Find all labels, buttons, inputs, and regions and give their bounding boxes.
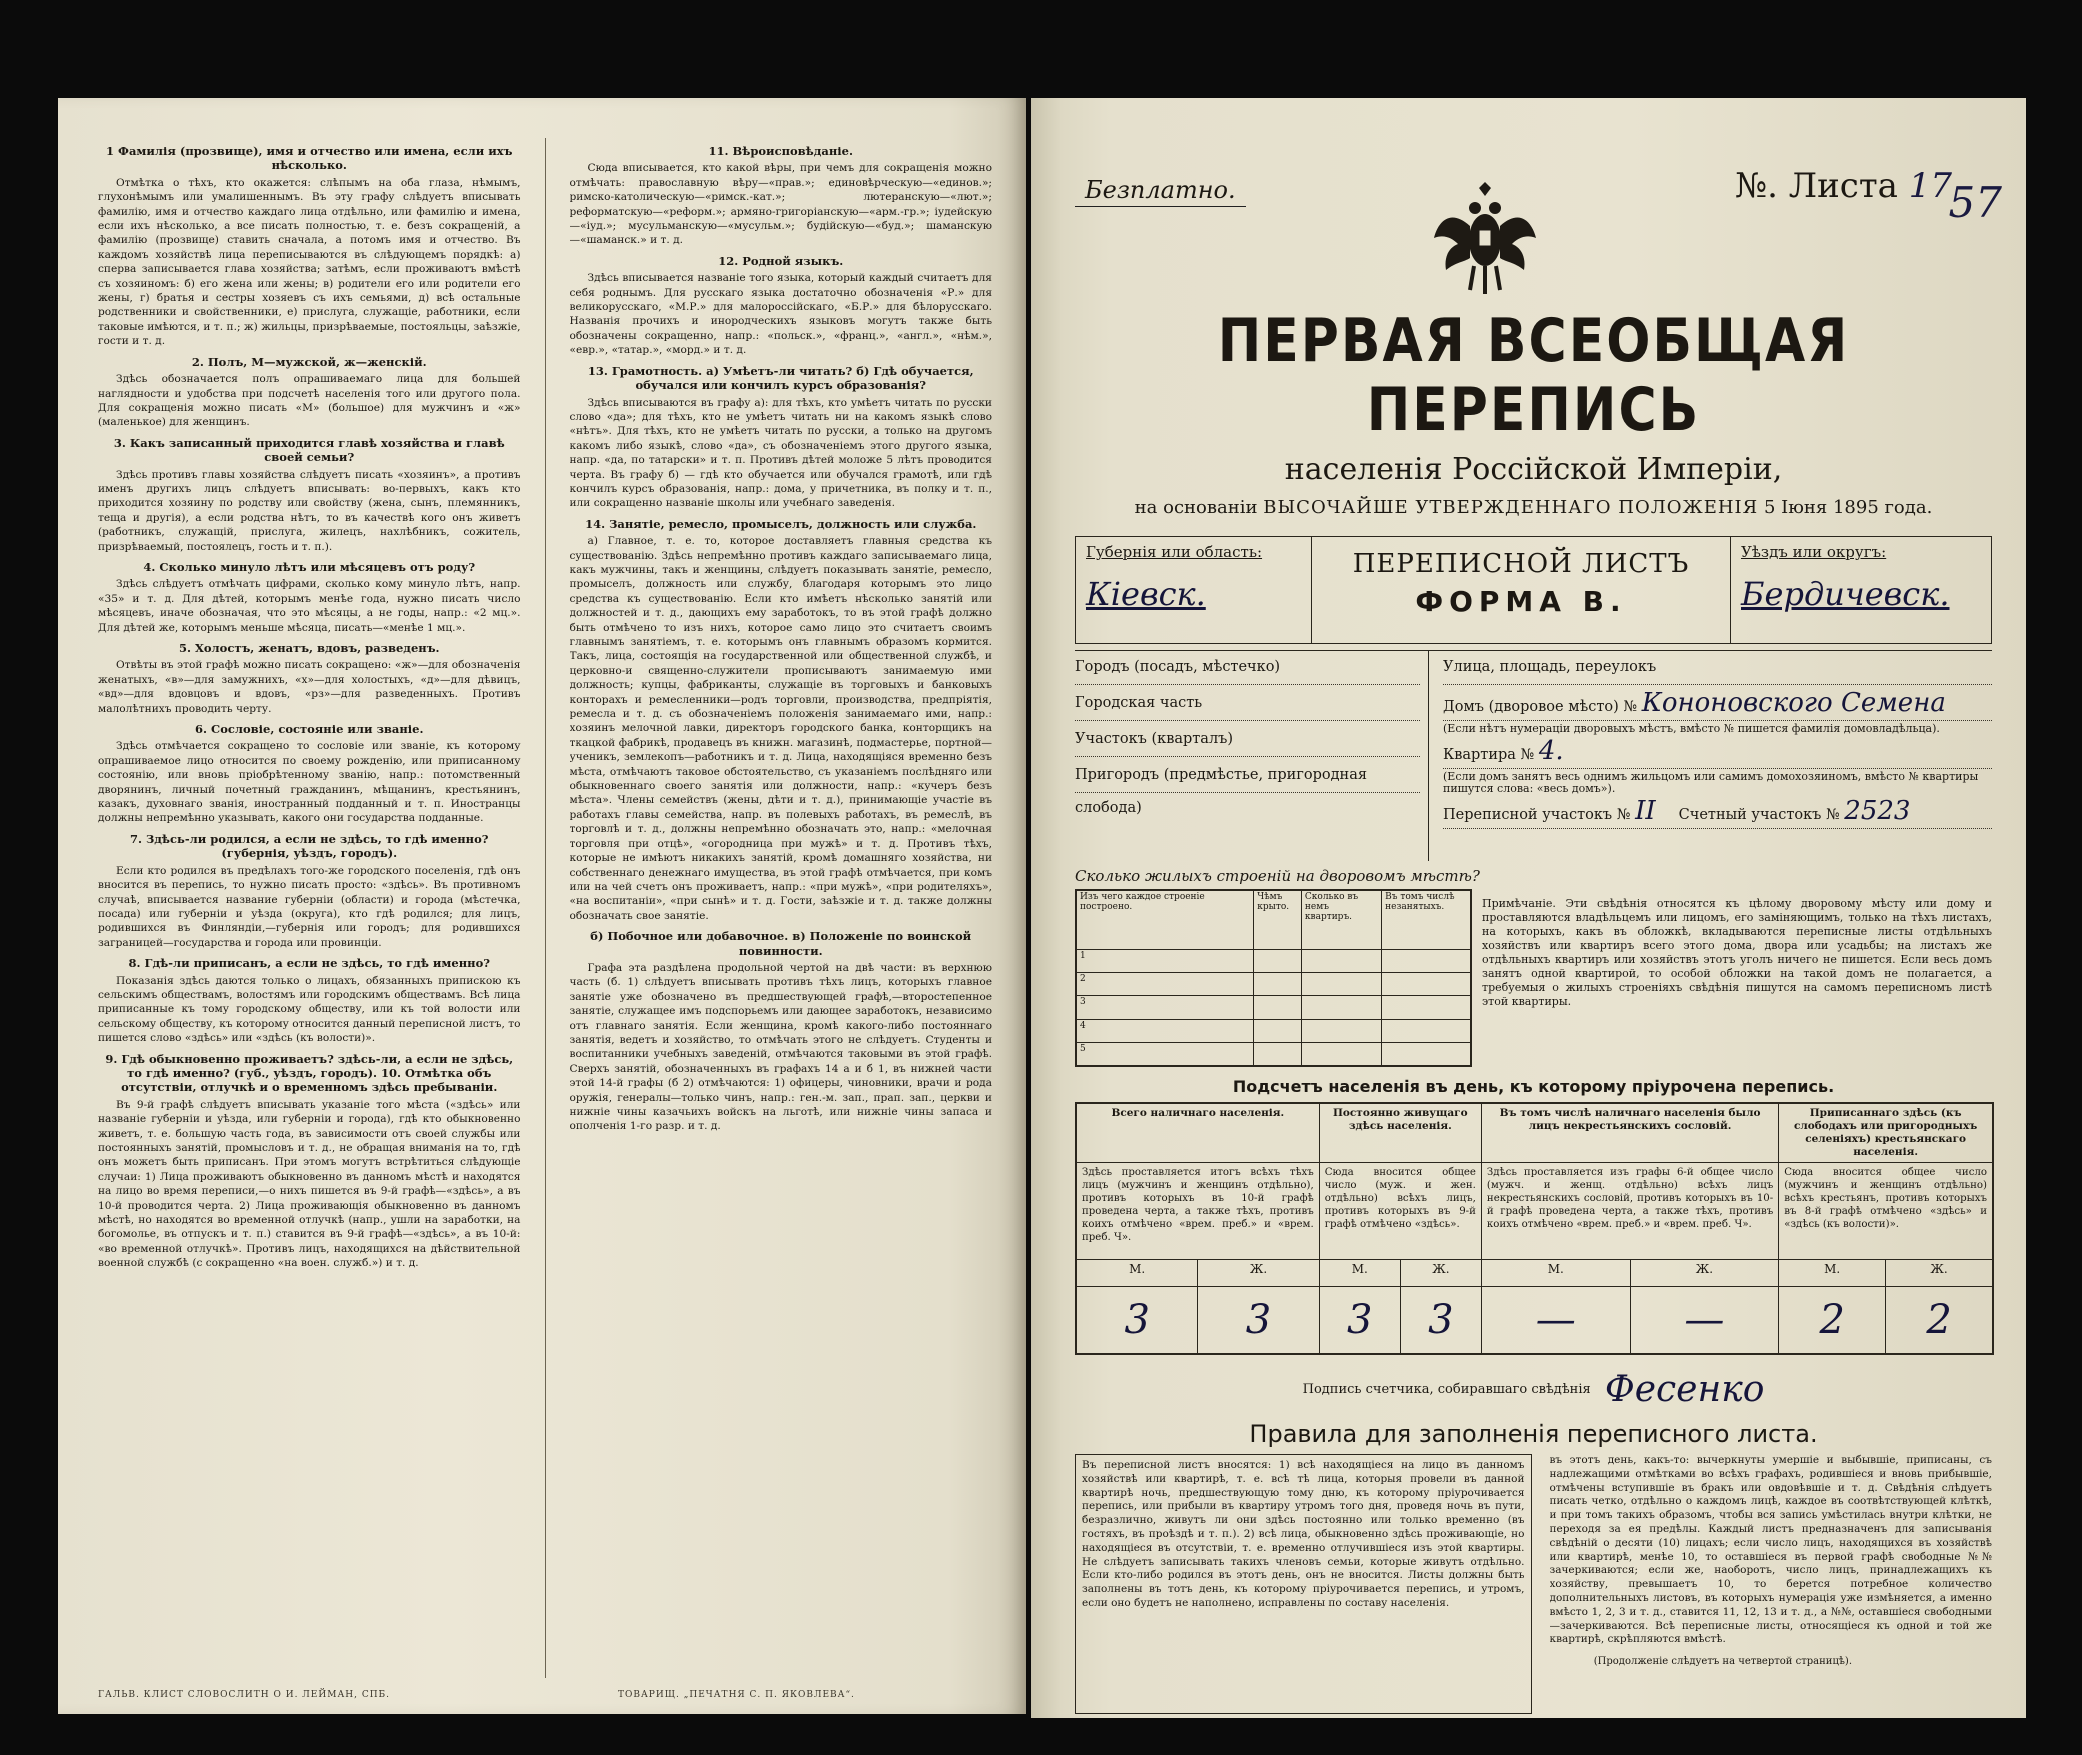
yard-section (1075, 889, 1992, 1067)
count-value: 3 (1077, 1287, 1198, 1354)
double-headed-eagle-icon (1430, 178, 1540, 298)
table-header: Чѣмъ крыто. (1254, 891, 1302, 950)
rules-right-column (1550, 1454, 1993, 1714)
population-values-row (1077, 1287, 1993, 1354)
section-text: Здѣсь отмѣчается сокращено то сословіе или званіе, къ которому опрашиваемое лицо относится по своему рожденію, или приписанному состоянію, или вновь пріобрѣтенному званію, напр.: потомственный дворянинъ, личный почетный гражданинъ, мѣщанинъ, крестьянинъ, казакъ, духовнаго званія, иностранный подданный и т. п. Иностранцы должны непремѣнно указывать, какого они государства подданные. (98, 740, 521, 825)
province-cell (1076, 537, 1312, 643)
section-title: 14. Занятіе, ремесло, промыселъ, должность или служба. (585, 516, 977, 531)
rules-right-text: въ этотъ день, какъ-то: вычеркнуты умершіе и выбывшіе, приписаны, съ надлежащими отмѣтками во всѣхъ графахъ, родившіеся и вновь прибывшіе, отмѣчены вступившіе въ бракъ или овдовѣвшіе и т. д. Свѣдѣнія слѣдуетъ писать четко, отдѣльно о каждомъ лицѣ, каждое въ соотвѣтствующей клѣткѣ, и при томъ такихъ образомъ, чтобы вся запись умѣстилась внутри клѣтки, не переходя за ея предѣлы. Каждый листъ предназначенъ для записыванія свѣдѣній о десяти (10) лицахъ; если число лицъ, находящихся въ хозяйствѣ или квартирѣ, менѣе 10, то оставшіеся въ первой графѣ свободные №№ зачеркиваются; если же, наоборотъ, число лицъ, принадлежащихъ къ хозяйству, превышаетъ 10, то берется потребное количество дополнительныхъ листовъ, въ которыхъ нумерація уже измѣняется, а именно вмѣсто 1, 2, 3 и т. д., ставится 11, 12, 13 и т. д., а №№, оставшіеся свободными—зачеркиваются. Всѣ переписные листы, относящіеся къ одной и той же квартирѣ, скрѣпляются вмѣстѣ. (1549, 1454, 1992, 1646)
apartment-value: 4. (1538, 736, 1564, 766)
count-value: 2 (1886, 1287, 1993, 1354)
section-title: 6. Сословіе, состояніе или званіе. (195, 722, 424, 737)
population-header-row (1077, 1104, 1993, 1163)
section-text: Здѣсь обозначается полъ опрашиваемаго лица для большей наглядности и удобства при подсчетѣ населенія того или другого пола. Для сокращенія можно писать «М» (большое) для мужчинъ и «ж» (маленькое) для женщинъ. (98, 373, 521, 429)
basis-line (1075, 497, 1992, 518)
table-row (1077, 949, 1471, 972)
count-value: 3 (1400, 1287, 1481, 1354)
signature-line (1075, 1369, 1992, 1410)
census-district-value: II (1635, 796, 1656, 826)
sex-label: Ж. (1400, 1260, 1481, 1287)
printer-imprint-left: ГАЛЬВ. КЛИСТ СЛОВОСЛИТН О И. ЛЕЙМАН, СПБ. (98, 1690, 391, 1700)
section-title: 3. Какъ записанный приходится главѣ хозяйства и главѣ своей семьи? (113, 435, 505, 465)
subtitle: населенія Россійской Имперіи, (1284, 452, 1783, 487)
section-text: Здѣсь вписываются въ графу а): для тѣхъ, кто умѣетъ читать по русски слово «да»; для тѣхъ, кто не умѣетъ читать ни на какомъ языкѣ слово «нѣтъ». Для тѣхъ, кто не умѣетъ читать по русски, а только на другомъ какомъ либо языкѣ, слово «да», съ обозначеніемъ этого другого языка, напр. «да, по татарски» и т. п. Противъ дѣтей моложе 5 лѣтъ проводится черта. Въ графу б) — гдѣ кто обучается или обучался грамотѣ, или гдѣ кончилъ курсъ образованія, напр.: дома, у причетника, въ полку и т. п., или сокращенно названіе школы или учебнаго заведенія. (569, 396, 992, 510)
house-value: Кононовского Семена (1641, 688, 1946, 718)
sex-label: М. (1779, 1260, 1886, 1287)
section-title: 8. Гдѣ-ли приписанъ, а если не здѣсь, то гдѣ именно? (128, 956, 490, 971)
form-code: ФОРМА В. (1415, 585, 1627, 618)
section-title: 7. Здѣсь-ли родился, а если не здѣсь, то гдѣ именно? (губернія, уѣздъ, городъ). (129, 831, 489, 861)
basis-date: 5 Іюня 1895 года. (1763, 497, 1933, 518)
sex-label: М. (1319, 1260, 1400, 1287)
note-text: Примѣчаніе. Эти свѣдѣнія относятся къ цѣлому дворовому мѣсту или дому и проставляются владѣльцемъ или лицомъ, его заміняющимъ, только на тѣхъ листахъ, на которыхъ, какъ въ обложкѣ, вкладываются переписные листы отдѣльныхъ хозяйствъ или квартиръ всего этого дома, двора или усадьбы; на листахъ же отдѣльныхъ квартиръ или хозяйствъ этотъ уголъ ничего не пишется. Если весь домъ занятъ одной квартирой, то особой обложки на такой домъ не полагается, а требуемыя о жилыхъ строеніяхъ свѣдѣнія пишутся на самомъ переписномъ листѣ этой квартиры. (1482, 897, 1992, 1008)
column-divider (545, 138, 546, 1678)
yard-question: Сколько жилыхъ строеній на дворовомъ мѣстѣ? (1075, 867, 1480, 885)
form-header-box (1075, 536, 1992, 644)
table-header: Всего наличнаго населенія. (1077, 1104, 1320, 1163)
table-header: Приписаннаго здѣсь (къ слободахъ или пригородныхъ селеніяхъ) крестьянскаго населенія. (1779, 1104, 1993, 1163)
counting-district-label: Счетный участокъ № (1678, 807, 1840, 823)
signature-label: Подпись счетчика, собиравшаго свѣдѣнія (1302, 1382, 1591, 1397)
section-text: Показанія здѣсь даются только о лицахъ, обязанныхъ припискою къ сельскимъ обществамъ, волостямъ или городскимъ обществамъ. Всѣ лица приписанные къ тому городскому обществу, или къ той волости или сельскому обществу, къ которому относится данный переписной листъ, то пишется слово «здѣсь» или «здѣсь (къ волости)». (98, 974, 521, 1045)
form-title: ПЕРЕПИСНОЙ ЛИСТЪ (1352, 549, 1690, 579)
house-note: (Если нѣтъ нумераціи дворовыхъ мѣстъ, вмѣсто № пишется фамилія домовладѣльца). (1443, 722, 1940, 735)
section-title: 12. Родной языкъ. (718, 253, 844, 268)
row-number: 3 (1077, 996, 1254, 1019)
sheet-number-handwritten: 17 (1908, 166, 1952, 206)
street-label: Улица, площадь, переулокъ (1443, 651, 1992, 685)
rules-left-column: Въ переписной листъ вносятся: 1) всѣ находящіеся на лицо въ данномъ хозяйствѣ или квартирѣ, т. е. всѣ тѣ лица, которыя провели въ данной квартирѣ ночь, предшествующую тому дню, къ которому пріурочивается перепись, или прибыли въ квартиру утромъ того дня, проведя ночь въ пути, безразлично, живутъ ли они здѣсь постоянно или только временно (въ гостяхъ, въ проѣздѣ и т. п.). 2) всѣ лица, обыкновенно здѣсь проживающіе, но находящіеся въ отсутствіи, т. е. временно отлучившіеся изъ этой квартиры. Не слѣдуетъ записывать такихъ членовъ семьи, которые живутъ отдѣльно. Если кто-либо родился въ этотъ день, онъ не вносится. Листы должны быть заполнены въ тотъ день, къ которому пріурочивается перепись, и утромъ, если оно будетъ не наполнено, исправлены по составу населенія. (1075, 1454, 1532, 1714)
section-title: 2. Полъ, М—мужской, ж—женскій. (191, 354, 427, 369)
left-page-columns (98, 138, 992, 1678)
section-text: Здѣсь вписывается названіе того языка, который каждый считаетъ для себя роднымъ. Для русскаго языка достаточно обозначенія «Р.» для великорусскаго, «М.Р.» для малороссійскаго, «Б.Р.» для бѣлорусскаго. Названія прочихъ и инородческихъ языковъ могутъ также быть обозначены сокращенно, напр.: «польск.», «франц.», «англ.», «нѣм.», «евр.», «татар.», «морд.» и т. д. (569, 272, 992, 357)
province-value: Кіевск. (1086, 575, 1206, 613)
count-value: 3 (1319, 1287, 1400, 1354)
section-text: Графа эта раздѣлена продольной чертой на двѣ части: въ верхнюю часть (б. 1) слѣдуетъ вписывать противъ тѣхъ лицъ, которыхъ главное занятіе уже обозначено въ предшествующей графѣ,—второстепенное занятіе, служащее имъ подспорьемъ или дающее заработокъ, независимо отъ главнаго занятія. Если женщина, кромѣ какого-либо постояннаго занятія, ведетъ и хозяйство, то отмѣчать этого не слѣдуетъ. Студенты и воспитанники учебныхъ заведеній, отмѣчаются таковыми въ этой графѣ. Сверхъ занятій, обозначенныхъ въ графахъ 14 а и б 1, въ нижней части этой 14-й графы (б 2) отмѣчаются: 1) офицеры, чиновники, врачи и рода оружія, генералы—только чинъ, напр.: ген.-м. зап., прап. зап., церкви и нижніе чины казачьихъ войскъ на льготѣ, или нижніе чины запаса и ополченія 1-го разр. и т. д. (569, 961, 992, 1133)
address-line: Городская часть (1075, 687, 1420, 721)
population-table (1075, 1102, 1994, 1355)
buildings-table (1075, 889, 1472, 1067)
population-title: Подсчетъ населенія въ день, къ которому пріурочена перепись. (1232, 1077, 1835, 1096)
corner-number-handwritten: 57 (1948, 178, 2002, 227)
row-number: 4 (1077, 1019, 1254, 1042)
left-column-1 (98, 138, 521, 1678)
free-label: Безплатно. (1075, 176, 1246, 207)
table-cell: Здѣсь проставляется итогъ всѣхъ тѣхъ лицъ (мужчинъ и женщинъ отдѣльно), противъ которыхъ въ 10-й графѣ проведена черта, а также тѣхъ, противъ коихъ отмѣчено «врем. преб.» и «врем. преб. Ч». (1077, 1163, 1320, 1260)
apartment-label: Квартира № (1443, 747, 1535, 763)
row-number: 1 (1077, 949, 1254, 972)
printer-imprint-right: ТОВАРИЩ. „ПЕЧАТНЯ С. П. ЯКОВЛЕВА“. (618, 1690, 855, 1700)
row-number: 2 (1077, 973, 1254, 996)
population-description-row (1077, 1163, 1993, 1260)
count-value: — (1630, 1287, 1779, 1354)
section-text: Если кто родился въ предѣлахъ того-же городского поселенія, гдѣ онъ вносится въ перепись, то нужно писать просто: «здѣсь». Въ противномъ случаѣ, вписывается название губерніи (области) и города (мѣстечка, посада) или губерніи и уѣзда (округа), кто гдѣ родился; для лицъ, родившихся въ Финляндіи,—губернія или городъ; для родившихся заграницей—государства и города или провинціи. (98, 864, 521, 949)
sex-label: М. (1481, 1260, 1630, 1287)
table-header: Сколько въ немъ квартиръ. (1301, 891, 1381, 950)
sex-label: М. (1077, 1260, 1198, 1287)
continued-note: (Продолженіе слѣдуетъ на четвертой страницѣ). (1593, 1656, 1852, 1668)
table-header: Въ томъ числѣ незанятыхъ. (1382, 891, 1471, 950)
rules-title: Правила для заполненія переписного листа. (1249, 1420, 1818, 1448)
table-cell: Здѣсь проставляется изъ графы 6-й общее число (мужч. и женщ. отдѣльно) всѣхъ лицъ некрестьянскихъ сословій, противъ которыхъ въ 10-й графѣ проведена черта, а также тѣхъ, противъ коихъ отмѣчено «врем. преб.» и «врем. преб. Ч». (1481, 1163, 1778, 1260)
address-left (1075, 651, 1429, 861)
house-line (1443, 687, 1992, 721)
form-title-cell (1312, 537, 1731, 643)
district-value: Бердичевск. (1741, 575, 1950, 613)
section-text: Отмѣтка о тѣхъ, кто окажется: слѣпымъ на оба глаза, нѣмымъ, глухонѣмымъ или умалишеннымъ. Въ эту графу слѣдуетъ вписывать фамилію, имя и отчество каждаго лица отдѣльно, или фамилію и имена, если ихъ нѣсколько, а все писать полностью, т. е. безъ сокращеній, а фамилію (прозвище) ставить сначала, а потомъ имя и отчество. Въ каждомъ хозяйствѣ лица переписываются въ слѣдующемъ порядкѣ: а) сперва записывается глава хозяйства; затѣмъ, если проживаютъ вмѣстѣ съ хозяиномъ: б) его жена или жены; в) родители его или родители его жены, г) братья и сестры хозяевъ съ ихъ семьями, д) всѣ остальные родственники и свойственники, е) прислуга, служащіе, работники, если таковые имѣются, и т. п.; ж) жильцы, призрѣваемые, постояльцы, заѣзжіе, гости и т. д. (98, 176, 521, 348)
census-district-line (1443, 795, 1992, 829)
counting-district-value: 2523 (1844, 796, 1911, 826)
buildings-table-header (1077, 891, 1471, 950)
table-cell: Сюда вносится общее число (муж. и жен. отдѣльно) всѣхъ лицъ, противъ которыхъ въ 9-й графѣ отмѣчено «здѣсь». (1319, 1163, 1481, 1260)
sex-label: Ж. (1630, 1260, 1779, 1287)
table-row (1077, 1019, 1471, 1042)
section-title: 11. Вѣроисповѣданіе. (708, 144, 853, 158)
section-title: б) Побочное или добавочное. в) Положеніе по воинской повинности. (590, 929, 972, 958)
sex-label: Ж. (1886, 1260, 1993, 1287)
main-title: ПЕРВАЯ ВСЕОБЩАЯ ПЕРЕПИСЬ (1217, 307, 1850, 445)
table-row (1077, 996, 1471, 1019)
basis-caps: ВЫСОЧАЙШЕ УТВЕРЖДЕННАГО ПОЛОЖЕНІЯ (1263, 497, 1759, 518)
count-value: 3 (1198, 1287, 1319, 1354)
section-text: а) Главное, т. е. то, которое доставляетъ главныя средства къ существованію. Здѣсь непремѣнно противъ каждаго записываемаго лица, какъ мужчины, такъ и женщины, слѣдуетъ показывать занятіе, ремесло, промыселъ, должность или службу, благодаря которымъ это лицо средства къ существованію. Если кто имѣетъ нѣсколько занятій или должностей и т. д., дающихъ ему заработокъ, то въ этой графѣ должно быть отмѣчено то изъ нихъ, которое само лицо это считаетъ своимъ главнымъ занятіемъ, т. е. которымъ онъ главнымъ образомъ кормится. Такъ, лица, состоящія на государственной или общественной службѣ, и церковно-и священно-служители прописываютъ занимаемую ими должность; купцы, фабриканты, служащіе въ торговыхъ и банковыхъ конторахъ и ремесленники—родъ торговли, производства, предпріятія, ремесла и т. д. съ обозначеніемъ положенія занимаемаго ими, напр.: хозяинъ мелочной лавки, директоръ городского банка, конторщикъ на ткацкой фабрикѣ, продавецъ въ книжн. магазинѣ, подмастерье, портной—ученикъ, землекопъ—работникъ и т. д. Лица, находящіяся временно безъ мѣста, отмѣчаютъ таковое обстоятельство, съ указаніемъ послѣдняго или обыкновеннаго своего занятія или должности, напр.: «кучеръ безъ мѣста». Члены семействъ (жены, дѣти и т. д.), принимающіе участіе въ работахъ главы семейства, напр. въ полевыхъ работахъ, въ ремеслѣ, въ торговлѣ и т. д., должны непремѣнно обозначать это, напр.: «мелочная торговля при отцѣ», «огородница при мужѣ» и т. д. Противъ тѣхъ, которые не имѣютъ никакихъ занятій, кромѣ домашняго хозяйства, ни собственнаго денежнаго имущества, въ этой графѣ отмѣчается, при комъ или на чей счетъ онъ проживаетъ, напр.: «при мужѣ», «при родителяхъ», «на воспитаніи», «при сынѣ» и т. д. Гости, заѣзжіе и т. д. также должны обозначать свое занятіе. (569, 535, 992, 922)
section-title: 9. Гдѣ обыкновенно проживаетъ? здѣсь-ли, а если не здѣсь, то гдѣ именно? (губ., уѣздъ, городъ). 10. Отмѣтка объ отсутствіи, отлучкѣ и о временномъ здѣсь пребываніи. (105, 1051, 514, 1095)
apartment-line (1443, 735, 1992, 769)
section-text: Здѣсь слѣдуетъ отмѣчать цифрами, сколько кому минуло лѣтъ, напр. «35» и т. д. Для дѣтей, которымъ менѣе года, нужно писать число мѣсяцевъ, иначе обозначая, что это мѣсяцы, а не годы, напр.: «2 мц.». Для дѣтей же, которымъ меньше мѣсяца, писать—«менѣе 1 мц.». (98, 578, 521, 634)
district-cell (1731, 537, 1991, 643)
district-label: Уѣздъ или округъ: (1741, 543, 1887, 561)
address-line: Пригородъ (предмѣстье, пригородная слобода) (1075, 759, 1420, 793)
address-right (1429, 651, 1992, 861)
section-text: Отвѣты въ этой графѣ можно писать сокращено: «ж»—для обозначенія женатыхъ, «в»—для замужнихъ, «х»—для холостыхъ, «д»—для дѣвицъ, «вд»—для вдовцовъ и вдовъ, «рз»—для разведенныхъ. Противъ малолѣтнихъ проводить черту. (98, 659, 521, 715)
header-row (1075, 138, 2002, 308)
table-cell: Сюда вносится общее число (мужчинъ и женщинъ отдѣльно) всѣхъ крестьянъ, противъ которыхъ въ 8-й графѣ отмѣчено «здѣсь» и «здѣсь (къ волости)». (1779, 1163, 1993, 1260)
address-block (1075, 650, 1992, 861)
count-value: — (1481, 1287, 1630, 1354)
sheet-number-label: №. Листа (1734, 166, 1898, 206)
right-page (1031, 98, 2026, 1718)
signature-value: Фесенко (1604, 1369, 1765, 1410)
table-header: Изъ чего каждое строеніе построено. (1077, 891, 1254, 950)
sex-header-row (1077, 1260, 1993, 1287)
left-column-2 (570, 138, 993, 1678)
rules-body (1075, 1454, 1992, 1714)
table-header: Постоянно живущаго здѣсь населенія. (1319, 1104, 1481, 1163)
section-title: 13. Грамотность. а) Умѣетъ-ли читать? б) Гдѣ обучается, обучался или кончилъ курсъ образованія? (587, 363, 974, 393)
sex-label: Ж. (1198, 1260, 1319, 1287)
address-line: Участокъ (кварталъ) (1075, 723, 1420, 757)
address-line: Городъ (посадъ, мѣстечко) (1075, 651, 1420, 685)
section-text: Въ 9-й графѣ слѣдуетъ вписывать указаніе того мѣста («здѣсь» или названіе губерніи и уѣзда, или губерніи и города), гдѣ кто обыкновенно живетъ, т. е. большую часть года, въ зависимости отъ своей службы или постоянныхъ занятій, промысловъ и т. д., не обращая вниманія на то, гдѣ онъ можетъ быть приписанъ. При этомъ могутъ встрѣтиться слѣдующіе случаи: 1) Лица проживаютъ обыкновенно въ данномъ мѣстѣ и находятся на лицо во время переписи,—о нихъ пишется въ 9-й графѣ—«здѣсь», а въ 10-й проводится черта. 2) Лица проживающія обыкновенно въ данномъ мѣстѣ, но находятся во временной отлучкѣ (напр., ушли на заработки, на богомолье, въ отпускъ и т. п.) ставится въ 9-й графѣ—«здѣсь», а въ 10-й: «во временной отлучкѣ». Противъ лицъ, находящихся на дѣйствительной военной службѣ (с сокращенно «на воен. служб.») и т. д. (98, 1098, 521, 1270)
table-row (1077, 973, 1471, 996)
house-label: Домъ (дворовое мѣсто) № (1443, 699, 1638, 715)
table-row (1077, 1042, 1471, 1065)
province-label: Губернія или область: (1086, 543, 1263, 561)
section-title: 1 Фамилія (прозвище), имя и отчество или имена, если ихъ нѣсколько. (106, 144, 513, 173)
section-title: 5. Холостъ, женатъ, вдовъ, разведенъ. (178, 641, 440, 655)
table-header: Въ томъ числѣ наличнаго населенія было лицъ некрестьянскихъ сословій. (1481, 1104, 1778, 1163)
left-page (58, 98, 1026, 1714)
basis-prefix: на основаніи (1134, 497, 1258, 518)
sheet-number-field (1735, 166, 1952, 206)
count-value: 2 (1779, 1287, 1886, 1354)
section-text: Сюда вписывается, кто какой вѣры, при чемъ для сокращенія можно отмѣчать: православную вѣру—«прав.»; единовѣрческую—«единов.»; римско-католическую—«римск.-кат.»; лютеранскую—«лют.»; реформатскую—«реформ.»; армяно-григоріанскую—«арм.-гр.»; іудейскую—«іуд.»; мусульманскую—«мусульм.»; будійскую—«буд.»; шаманскую—«шаманск.» и т. д. (569, 162, 992, 247)
apartment-note: (Если домъ занятъ весь однимъ жильцомъ или самимъ домохозяиномъ, вмѣсто № квартиры пишутся слова: «весь домъ»). (1443, 770, 1979, 795)
census-district-label: Переписной участокъ № (1443, 807, 1631, 823)
section-text: Здѣсь противъ главы хозяйства слѣдуетъ писать «хозяинъ», а противъ именъ другихъ лицъ слѣдуетъ вписывать: во-первыхъ, какъ кто приходится хозяину по родству или свойству (жена, сынъ, племянникъ, теща и другія), а если родства нѣтъ, то въ качествѣ кого онъ живетъ (работникъ, служащій, прислуга, жилецъ, нахлѣбникъ, сожитель, призрѣваемый, постоялецъ, гость и т. п.). (98, 468, 521, 553)
row-number: 5 (1077, 1042, 1254, 1065)
section-title: 4. Сколько минуло лѣтъ или мѣсяцевъ отъ роду? (143, 559, 476, 574)
